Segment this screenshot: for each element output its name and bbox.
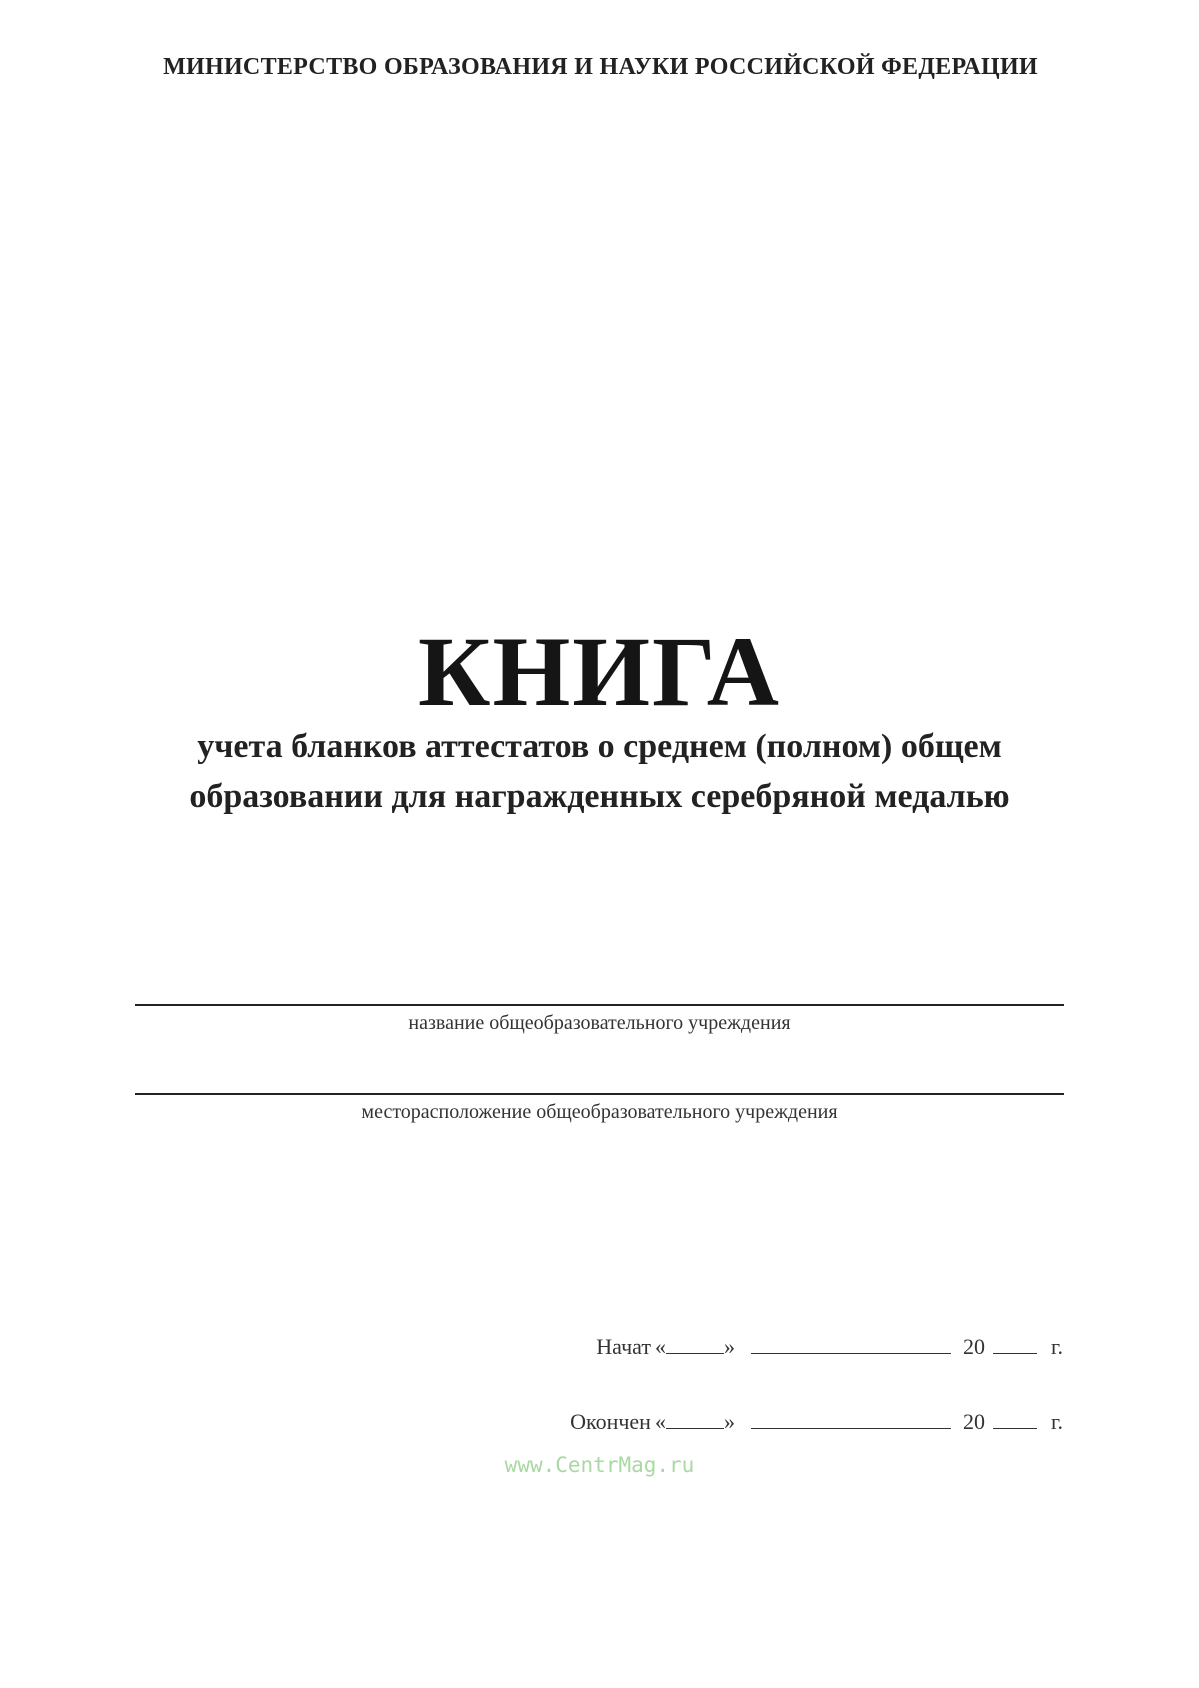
finished-year-field[interactable] [993,1410,1037,1429]
finished-day-field[interactable] [666,1410,724,1429]
subtitle-line-1: учета бланков аттестатов о среднем (полном) общем [197,728,1002,765]
ministry-header: МИНИСТЕРСТВО ОБРАЗОВАНИЯ И НАУКИ РОССИЙСКОЙ ФЕДЕРАЦИИ [163,54,1038,80]
institution-name-field[interactable] [135,1004,1064,1006]
started-day-field[interactable] [666,1335,724,1354]
started-open-quote: « [654,1334,666,1359]
started-year-prefix: 20 [962,1334,985,1359]
finished-label: Окончен [570,1409,651,1434]
started-month-field[interactable] [751,1335,951,1354]
started-year-suffix: г. [1050,1334,1063,1359]
finished-close-quote: » [723,1409,735,1434]
finished-month-field[interactable] [751,1410,951,1429]
institution-location-caption: месторасположение общеобразовательного учреждения [361,1101,838,1123]
institution-location-field[interactable] [135,1093,1064,1095]
institution-name-caption: название общеобразовательного учреждения [408,1012,791,1034]
subtitle-line-2: образовании для награжденных серебряной медалью [189,778,1010,815]
document-title: КНИГА [417,616,782,727]
started-close-quote: » [723,1334,735,1359]
started-date-row [596,1334,1063,1360]
finished-open-quote: « [654,1409,666,1434]
finished-year-prefix: 20 [962,1409,985,1434]
finished-year-suffix: г. [1050,1409,1063,1434]
started-year-field[interactable] [993,1335,1037,1354]
document-subtitle [0,722,1199,822]
finished-date-row [570,1409,1063,1435]
started-label: Начат [596,1334,651,1359]
watermark-text: www.CentrMag.ru [504,1453,695,1477]
